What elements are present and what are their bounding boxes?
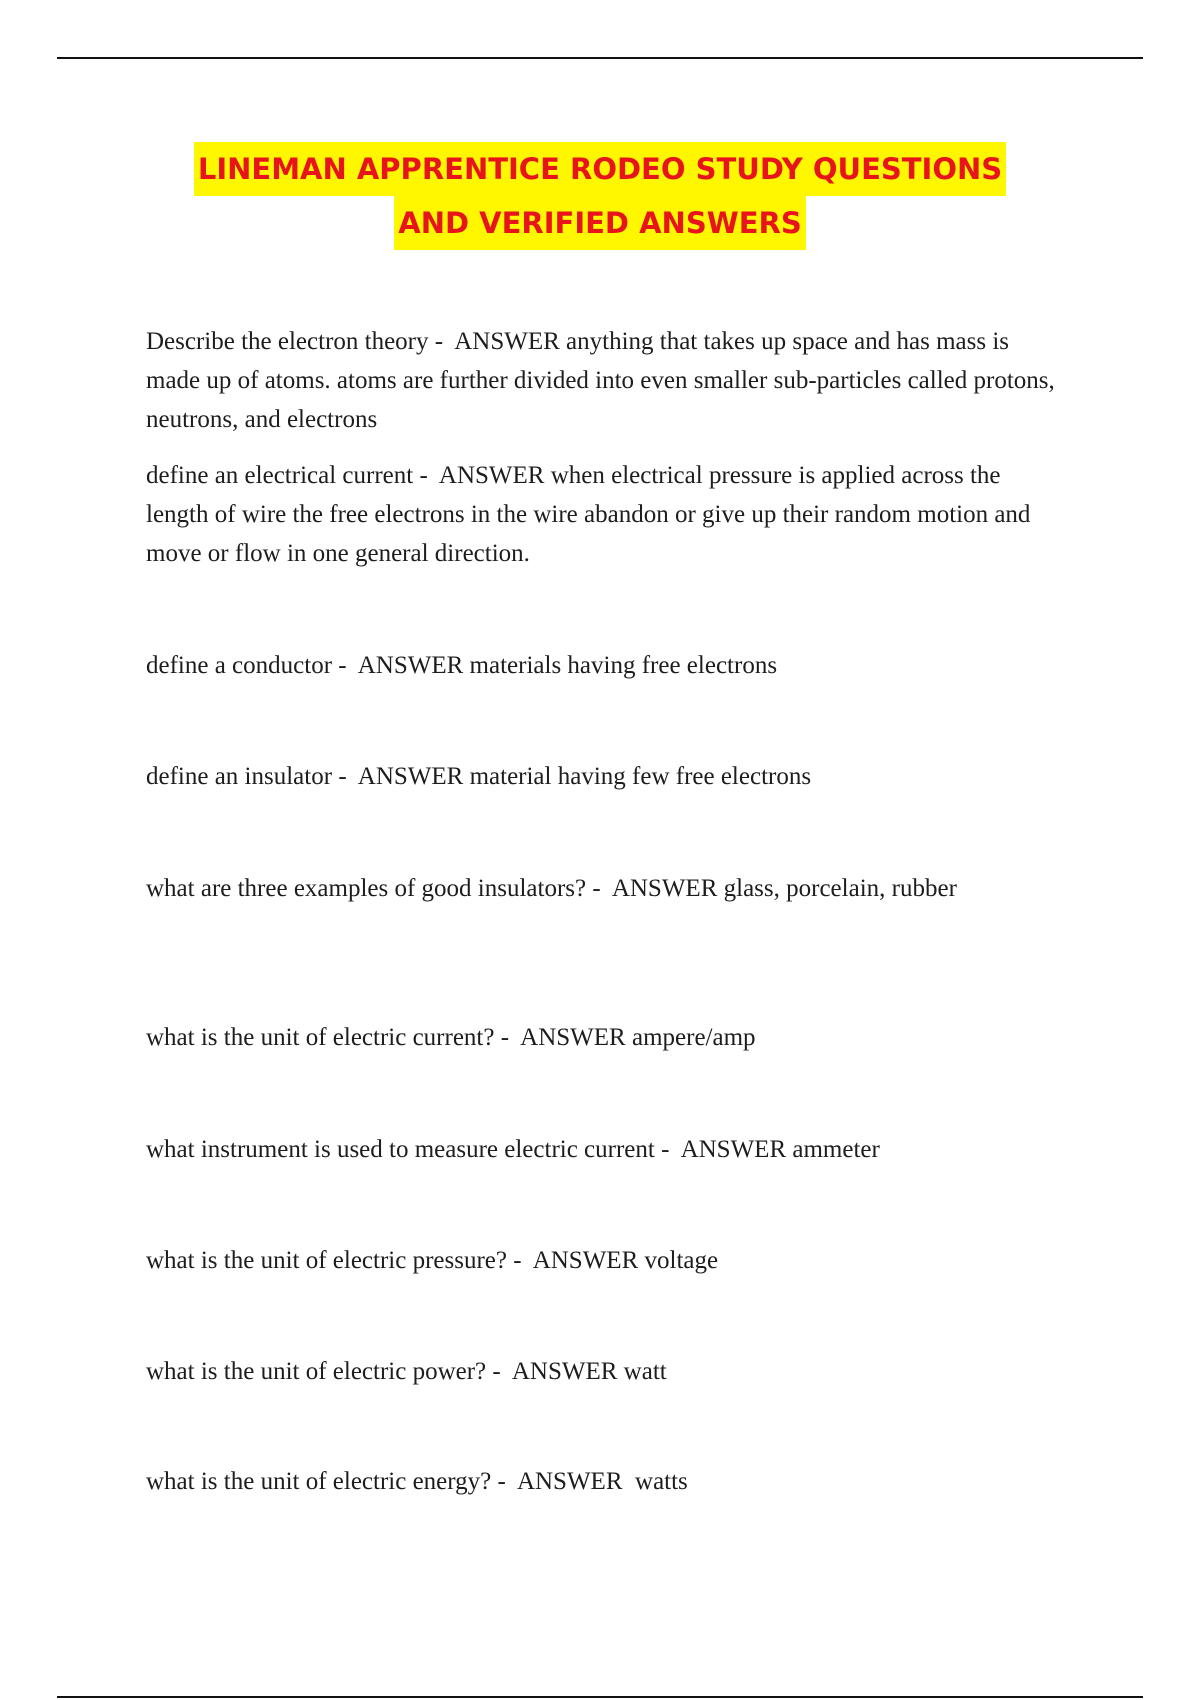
title-line-1: LINEMAN APPRENTICE RODEO STUDY QUESTIONS bbox=[194, 142, 1006, 196]
answer-text: watt bbox=[623, 1358, 667, 1385]
title-line-2: AND VERIFIED ANSWERS bbox=[394, 196, 805, 250]
qa-item-8 bbox=[146, 1241, 1066, 1280]
question-text: define a conductor bbox=[146, 652, 333, 679]
answer-text: materials having free electrons bbox=[469, 652, 778, 679]
answer-text: voltage bbox=[644, 1247, 719, 1274]
answer-text: ampere/amp bbox=[631, 1024, 756, 1051]
qa-item-3 bbox=[146, 646, 1066, 685]
question-text: define an insulator bbox=[146, 763, 333, 790]
separator: - bbox=[332, 652, 358, 679]
qa-item-10 bbox=[146, 1462, 1066, 1501]
answer-text: watts bbox=[628, 1468, 688, 1495]
bottom-rule bbox=[57, 1696, 1143, 1698]
separator: - bbox=[332, 763, 358, 790]
question-text: what is the unit of electric current? bbox=[146, 1024, 495, 1051]
answer-text: material having few free electrons bbox=[469, 763, 812, 790]
separator: - bbox=[506, 1247, 533, 1274]
answer-text: glass, porcelain, rubber bbox=[723, 875, 957, 902]
qa-item-5 bbox=[146, 869, 1066, 908]
top-rule bbox=[57, 57, 1143, 59]
question-text: what is the unit of electric power? bbox=[146, 1358, 487, 1385]
question-text: what is the unit of electric energy? bbox=[146, 1468, 492, 1495]
question-text: what are three examples of good insulators? bbox=[146, 875, 587, 902]
qa-item-4 bbox=[146, 757, 1066, 796]
answer-label: ANSWER bbox=[611, 875, 718, 902]
answer-text: anything that takes up space and has mass is made up of atoms. atoms are further divided into even smaller sub-particles called protons, neutrons, and electrons bbox=[146, 328, 1062, 433]
answer-label: ANSWER bbox=[516, 1468, 623, 1495]
separator: - bbox=[494, 1024, 521, 1051]
answer-label: ANSWER bbox=[357, 652, 464, 679]
qa-item-1 bbox=[146, 322, 1066, 439]
question-text: what is the unit of electric pressure? bbox=[146, 1247, 507, 1274]
separator: - bbox=[654, 1136, 681, 1163]
answer-label: ANSWER bbox=[454, 328, 560, 355]
answer-label: ANSWER bbox=[438, 462, 545, 489]
separator: - bbox=[428, 328, 455, 355]
separator: - bbox=[586, 875, 612, 902]
qa-item-2 bbox=[146, 456, 1066, 573]
question-text: Describe the electron theory bbox=[146, 328, 429, 355]
answer-label: ANSWER bbox=[520, 1024, 626, 1051]
question-text: what instrument is used to measure electric current bbox=[146, 1136, 655, 1163]
answer-text: ammeter bbox=[792, 1136, 880, 1163]
separator: - bbox=[413, 462, 439, 489]
answer-label: ANSWER bbox=[680, 1136, 787, 1163]
separator: - bbox=[491, 1468, 517, 1495]
answer-label: ANSWER bbox=[532, 1247, 639, 1274]
document-title bbox=[120, 142, 1080, 250]
qa-item-7 bbox=[146, 1130, 1066, 1169]
separator: - bbox=[486, 1358, 512, 1385]
answer-label: ANSWER bbox=[511, 1358, 618, 1385]
answer-label: ANSWER bbox=[357, 763, 464, 790]
answer-text: when electrical pressure is applied across the length of wire the free electrons in the wire abandon or give up their random motion and move or flow in one general direction. bbox=[146, 462, 1037, 567]
question-text: define an electrical current bbox=[146, 462, 414, 489]
qa-item-9 bbox=[146, 1352, 1066, 1391]
qa-item-6 bbox=[146, 1018, 1066, 1057]
